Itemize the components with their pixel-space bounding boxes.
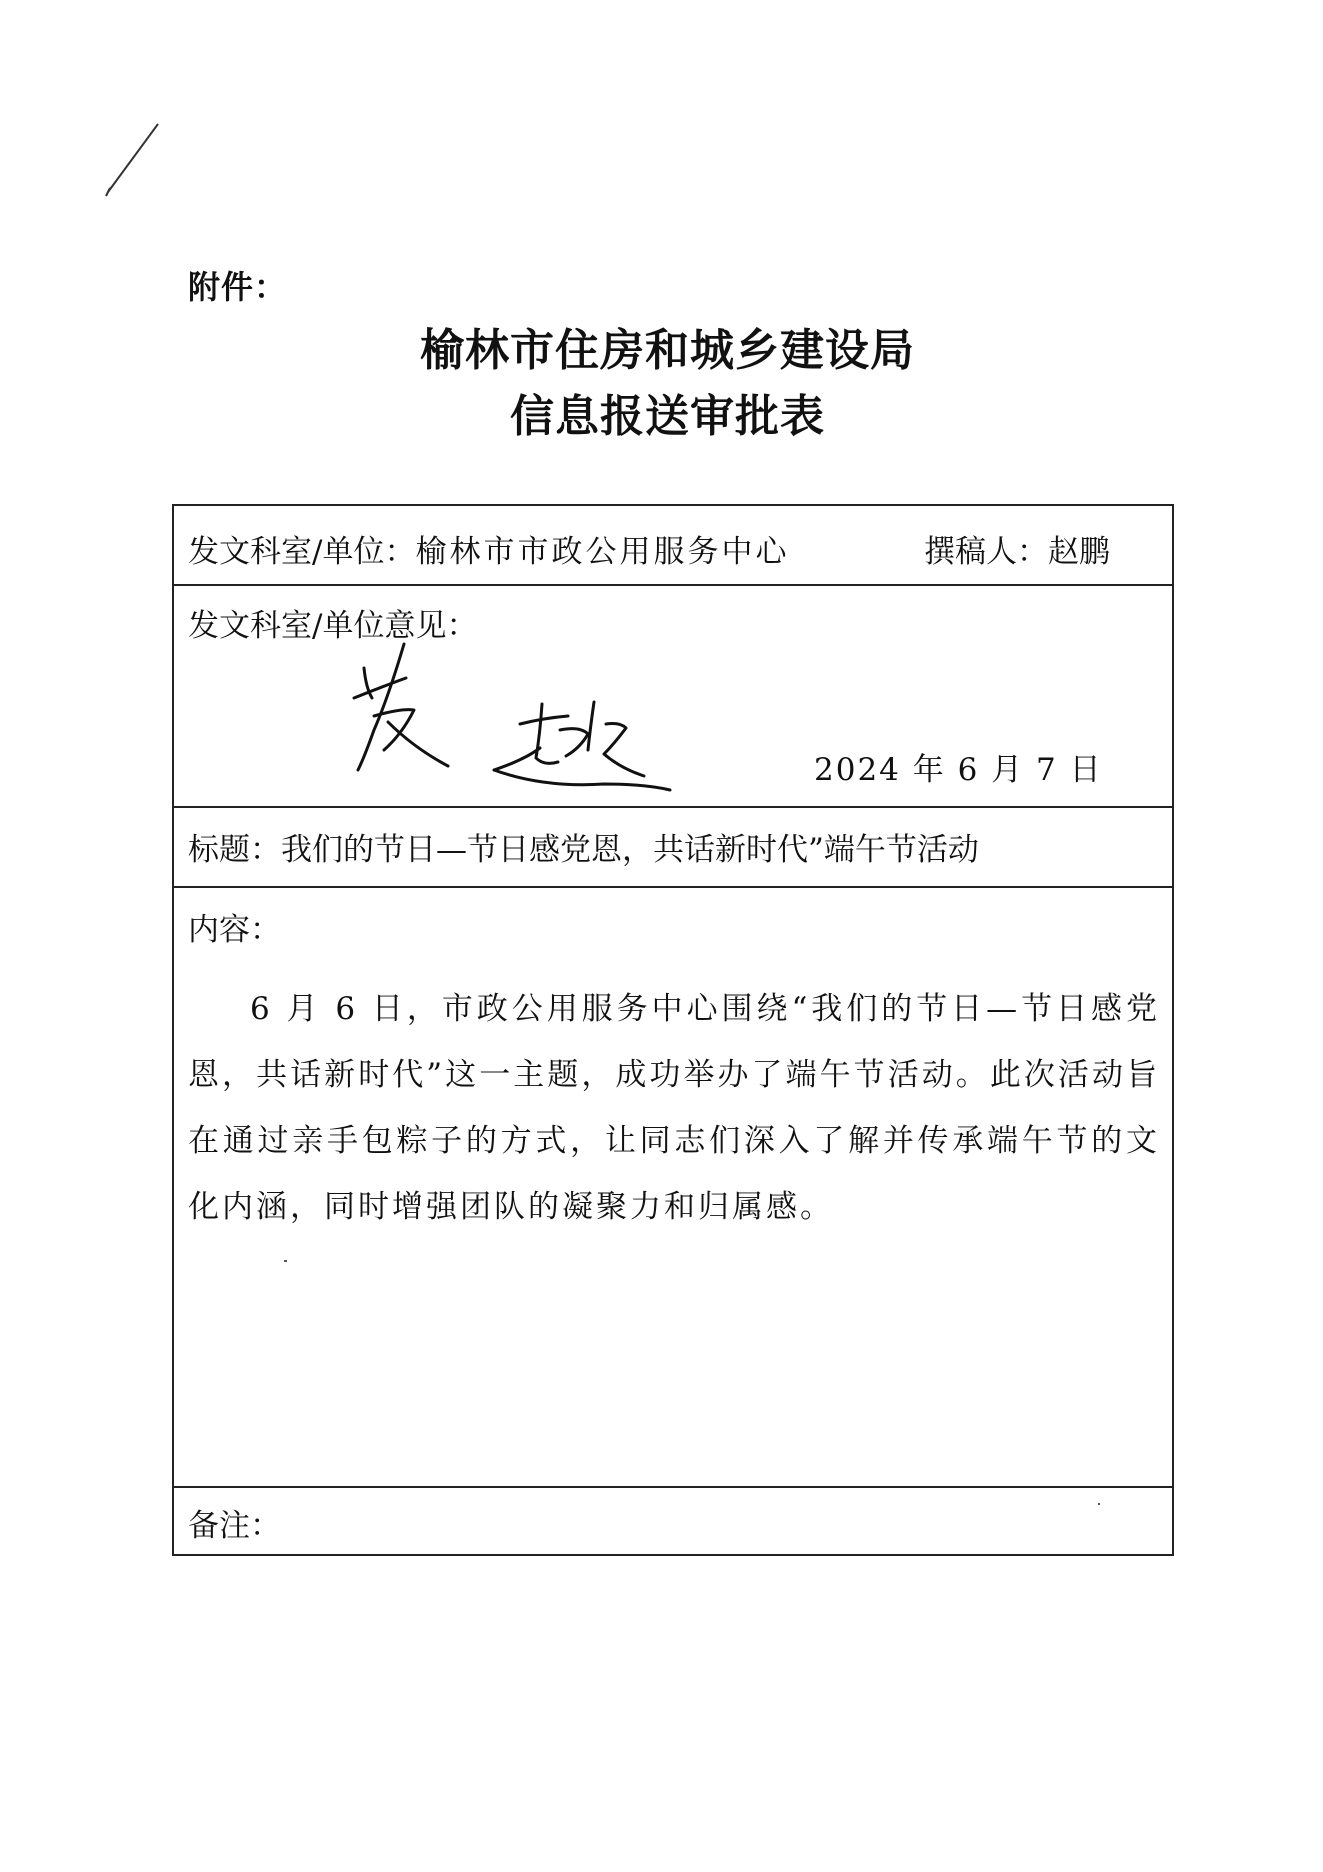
title-line-2: 信息报送审批表: [510, 391, 825, 442]
title-line-1: 榆林市住房和城乡建设局: [420, 325, 915, 376]
subject-row: [174, 808, 1172, 888]
pen-stroke-mark: [100, 120, 170, 200]
unit-label: 发文科室/单位：: [188, 534, 416, 570]
unit-field: [188, 526, 789, 571]
unit-row: [174, 506, 1172, 586]
opinion-row: [174, 586, 1172, 808]
handwritten-signature: [344, 638, 674, 808]
author-label: 撰稿人：: [924, 534, 1048, 570]
subject-value: 我们的节日—节日感党恩，共话新时代”端午节活动: [281, 832, 979, 868]
remarks-label: 备注：: [188, 1508, 281, 1544]
subject-label: 标题：: [188, 832, 281, 868]
scan-speck: [1098, 1503, 1100, 1505]
approval-form-table: [172, 504, 1174, 1556]
author-field: [924, 526, 1110, 571]
content-row: [174, 888, 1172, 1488]
content-label: 内容：: [188, 912, 281, 948]
author-value: 赵鹏: [1048, 534, 1110, 570]
remarks-row: [174, 1488, 1172, 1556]
opinion-label: 发文科室/单位意见：: [188, 608, 478, 644]
opinion-date: 2024 年 6 月 7 日: [814, 752, 1103, 788]
content-body: 6 月 6 日，市政公用服务中心围绕“我们的节日—节日感党恩，共话新时代”这一主题，成功举办了端午节活动。此次活动旨在通过亲手包粽子的方式，让同志们深入了解并传承端午节的文化内涵，同时增强团队的凝聚力和归属感。: [188, 991, 1160, 1225]
attachment-label: 附件：: [188, 268, 288, 306]
document-title: [0, 318, 1323, 450]
subject-field: [188, 824, 979, 869]
scan-speck: [284, 1260, 287, 1262]
unit-value: 榆林市市政公用服务中心: [415, 534, 790, 570]
